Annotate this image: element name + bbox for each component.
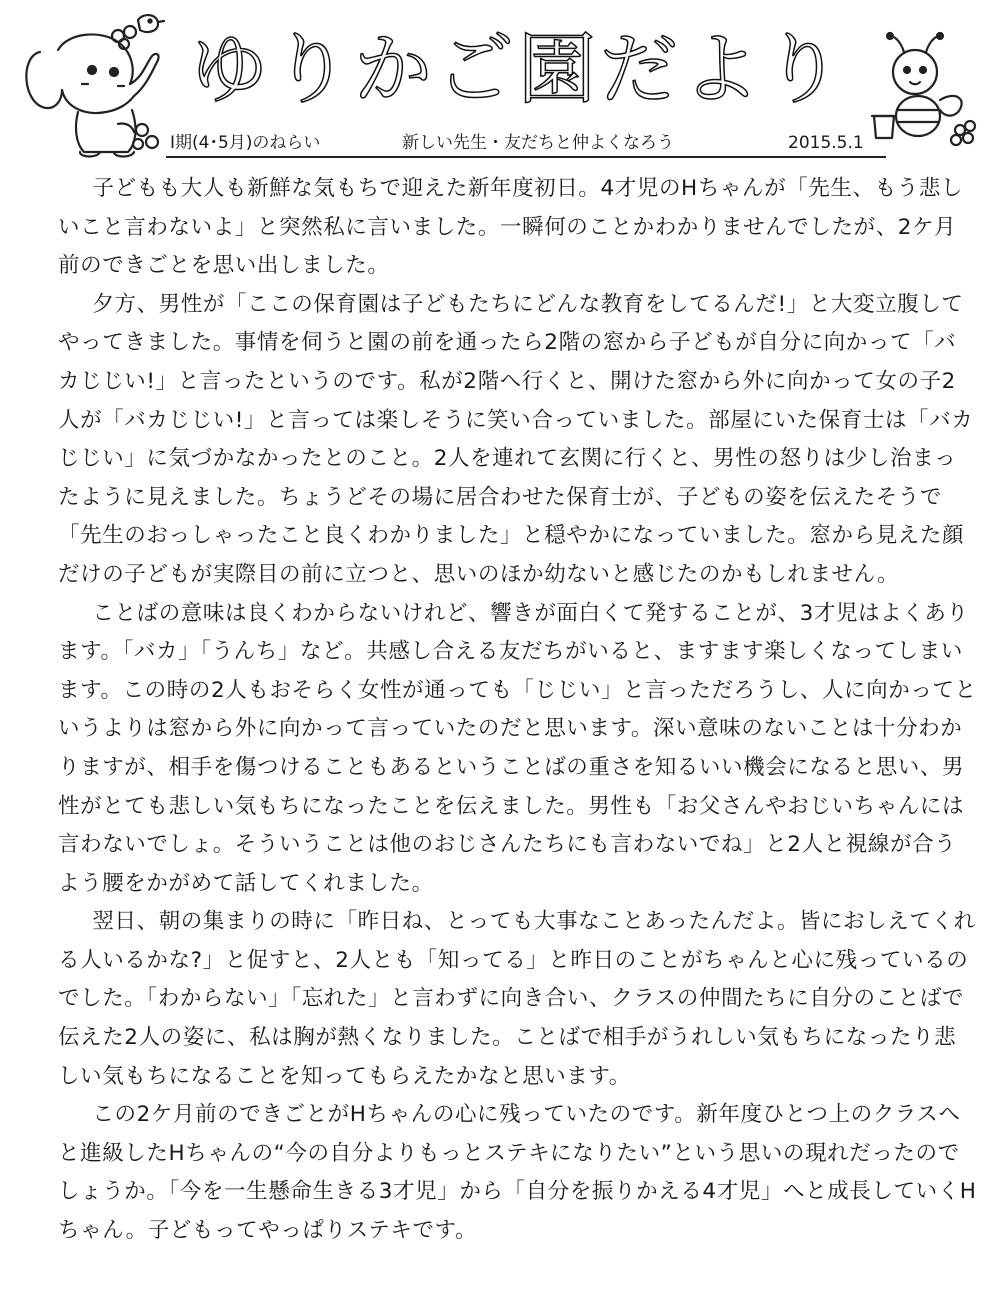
header-divider: [166, 156, 886, 158]
paragraph-3: ことばの意味は良くわからないけれど、響きが面白くて発することが、3才児はよくあります。「バカ」「うんち」など。共感し合える友だちがいると、ますます楽しくなってしまいます。この時の2人もおそらく女性が通っても「じじい」と言っただろうし、人に向かってというよりは窓から外に向かって言っていたのだと思います。深い意味のないことは十分わかりますが、相手を傷つけることもあるということばの重さを知るいい機会になると思い、男性がとても悲しい気もちになったことを伝えました。男性も「お父さんやおじいちゃんには言わないでしょ。そういうことは他のおじさんたちにも言わないでね」と2人と視線が合うよう腰をかがめて話してくれました。: [58, 600, 977, 896]
aim-goal: 新しい先生・友だちと仲よくなろう: [402, 133, 674, 153]
newsletter-header: [0, 0, 1000, 160]
aim-label: Ⅰ期(4･5月)のねらい: [170, 133, 321, 153]
paragraph-2: 夕方、男性が「ここの保育園は子どもたちにどんな教育をしてるんだ!」と大変立腹してやってきました。事情を伺うと園の前を通ったら2階の窓から子どもが自分に向かって「バカじじい!」と言ったというのです。私が2階へ行くと、開けた窓から外に向かって女の子2人が「バカじじい!」と言っては楽しそうに笑い合っていました。部屋にいた保育士は「バカじじい」に気づかなかったとのこと。2人を連れて玄関に行くと、男性の怒りは少し治まったように見えました。ちょうどその場に居合わせた保育士が、子どもの姿を伝えたそうで「先生のおっしゃったこと良くわかりました」と穏やかになっていました。窓から見えた顔だけの子どもが実際目の前に立つと、思いのほか幼ないと感じたのかもしれません。: [58, 291, 974, 587]
elephant-icon: [18, 12, 178, 162]
paragraph-4: 翌日、朝の集まりの時に「昨日ね、とっても大事なことあったんだよ。皆におしえてくれる人いるかな?」と促すと、2人とも「知ってる」と昨日のことがちゃんと心に残っているのでした。「わからない」「忘れた」と言わずに向き合い、クラスの仲間たちに自分のことばで伝えた2人の姿に、私は胸が熱くなりました。ことばで相手がうれしい気もちになったり悲しい気もちになることを知ってもらえたかなと思います。: [58, 909, 976, 1089]
newsletter-title: ゆりかご園だより: [190, 25, 847, 115]
paragraph-1: 子どもも大人も新鮮な気もちで迎えた新年度初日。4才児のHちゃんが「先生、もう悲しいこと言わないよ」と突然私に言いました。一瞬何のことかわかりませんでしたが、2ケ月前のできごとを思い出しました。: [58, 176, 964, 279]
aim-line: [170, 128, 890, 158]
issue-date: 2015.5.1: [788, 133, 864, 153]
article-body: [58, 170, 978, 1310]
paragraph-5: この2ケ月前のできごとがHちゃんの心に残っていたのです。新年度ひとつ上のクラスへと進級したHちゃんの“今の自分よりもっとステキになりたい”という思いの現れだったのでしょうか。「今を一生懸命生きる3才児」から「自分を振りかえる4才児」へと成長していくHちゃん。子どもってやっぱりステキです。: [58, 1102, 977, 1244]
